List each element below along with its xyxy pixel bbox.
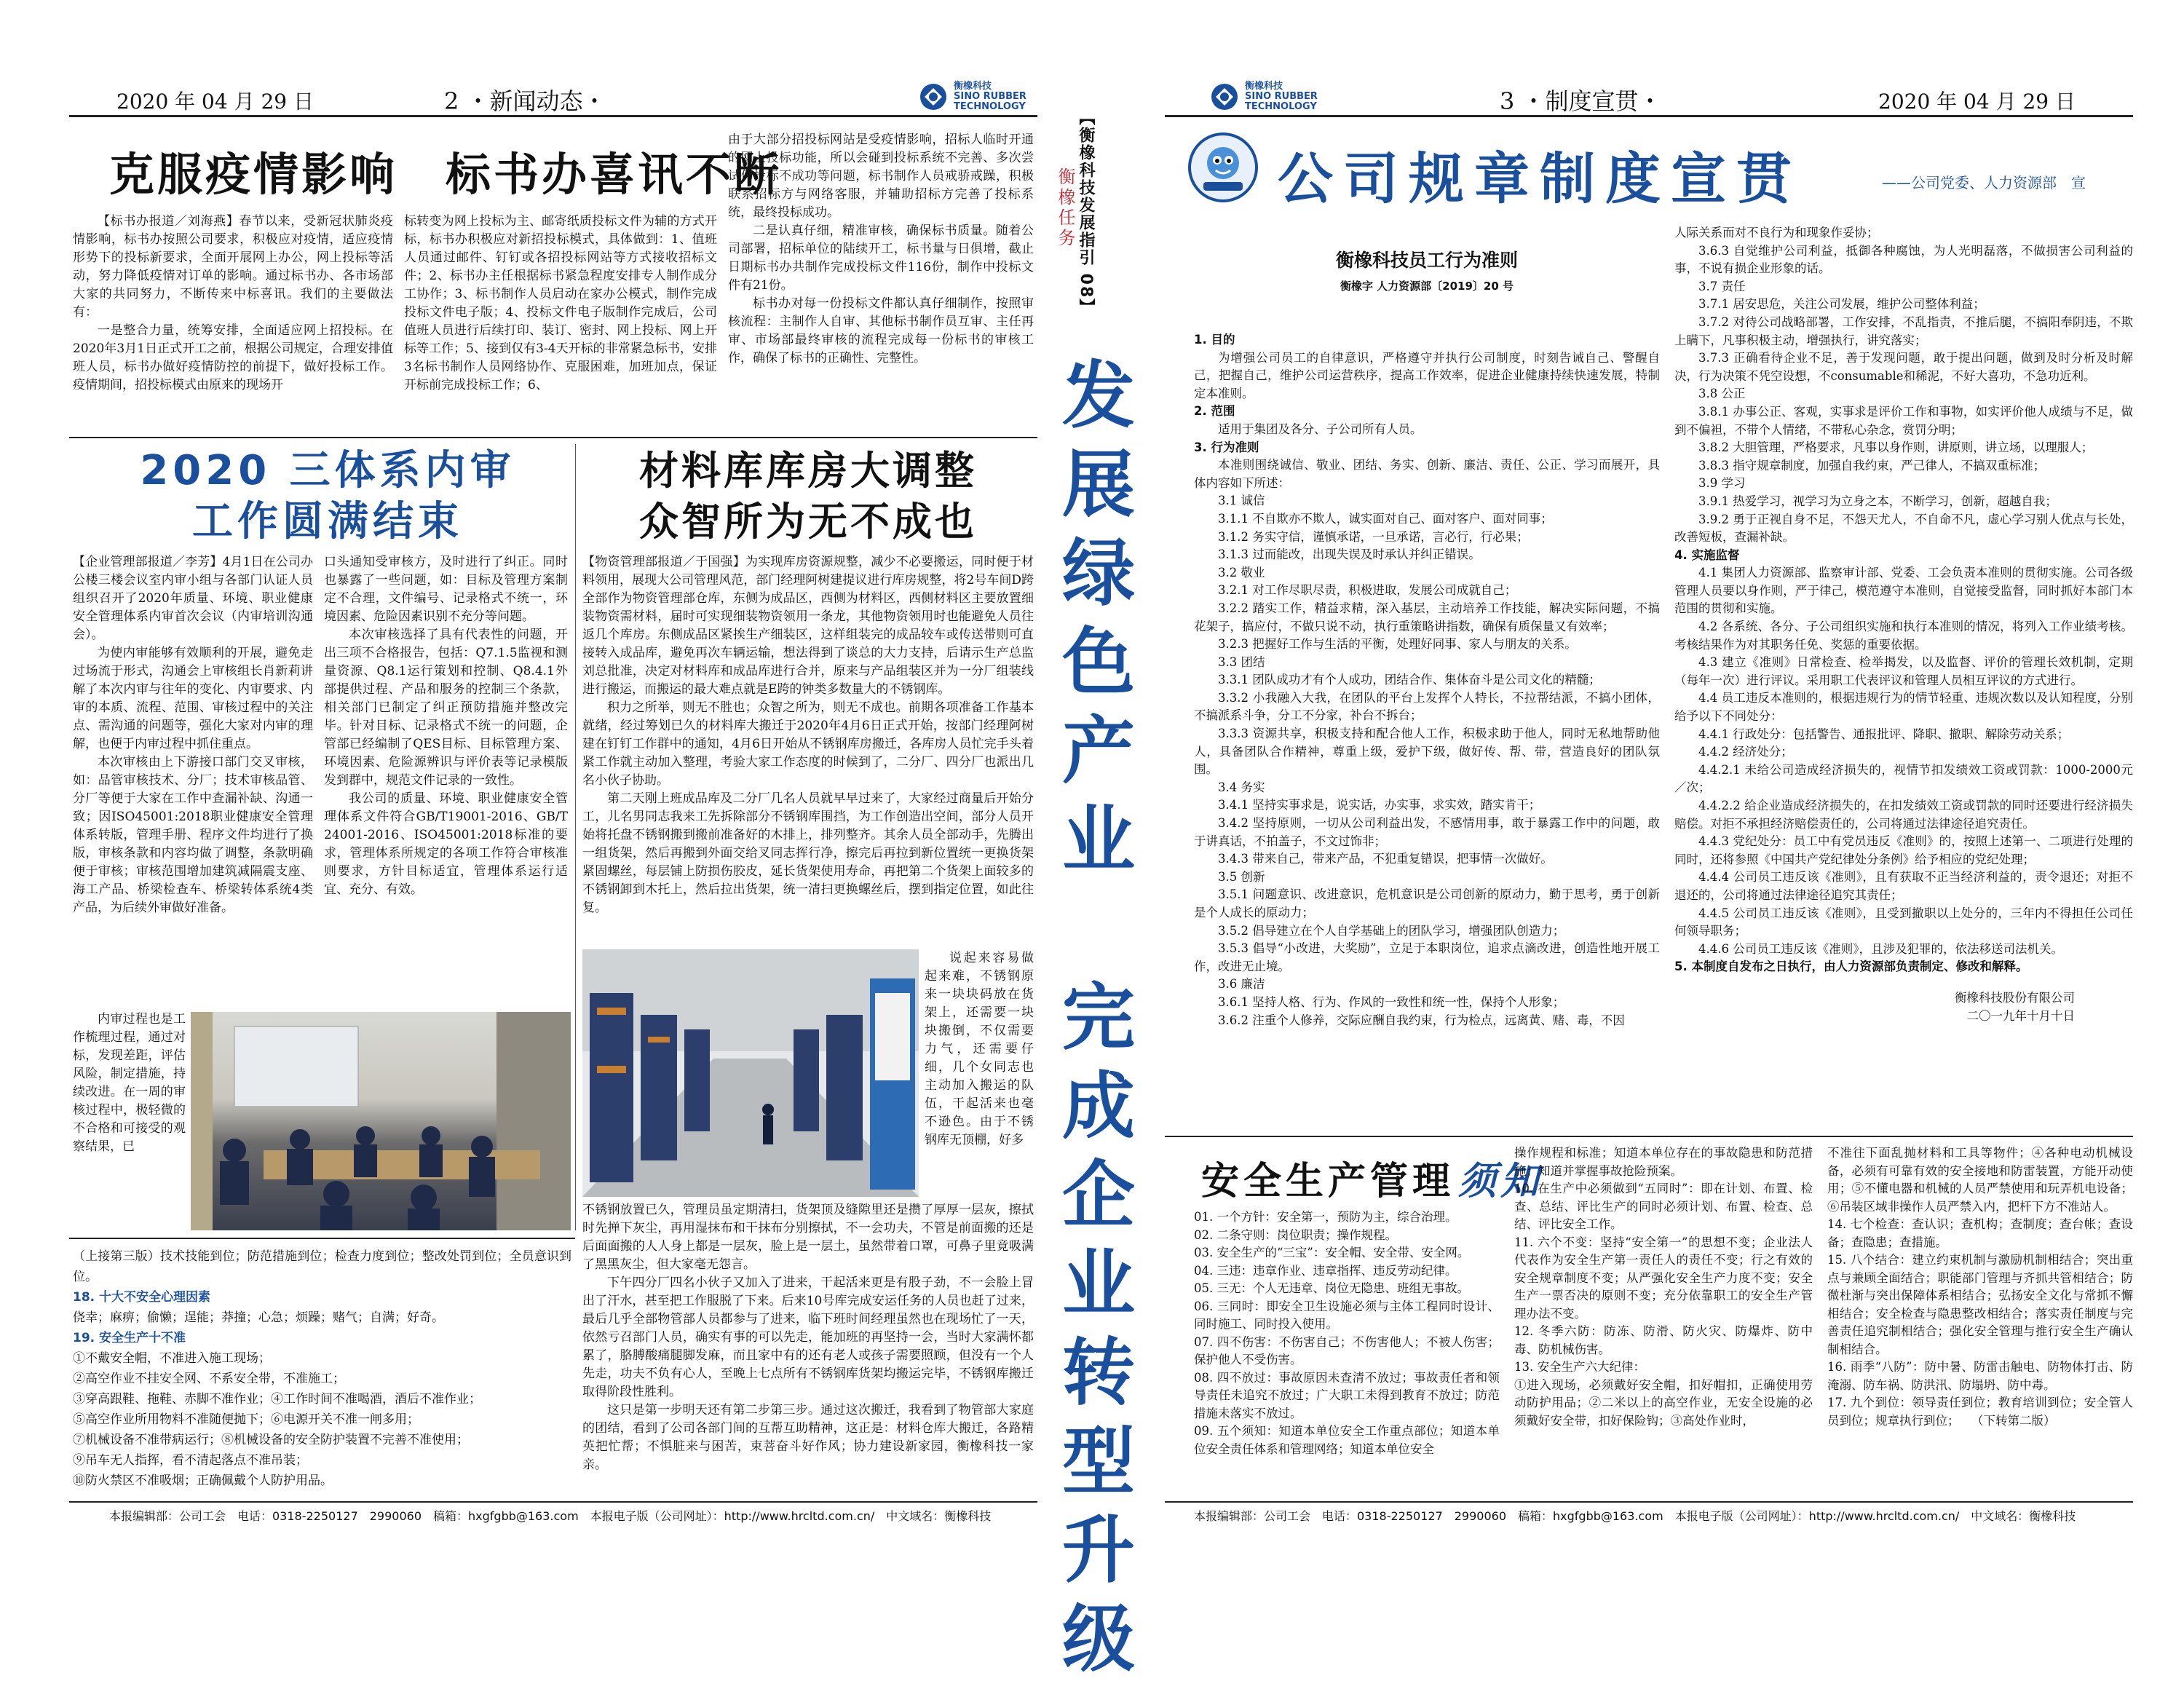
article3-title-line1: 材料库库房大调整 [639,448,977,494]
code-para: 适用于集团及各分、子公司所有人员。 [1218,422,1423,436]
left-column-divider [575,444,576,1230]
safety-item: 10. 在生产中必须做到“五同时”：即在计划、布置、检查、总结、评比生产的同时必须计划、布置、检查、总结、评比安全工作。 [1514,1182,1813,1231]
safety-item: 03. 安全生产的“三宝”：安全帽、安全带、安全网。 [1194,1246,1470,1259]
article3-para: 不锈钢放置已久，管理员虽定期清扫，货架顶及缝隙里还是攒了厚厚一层灰，擦拭时先掸下灰尘，再用湿抹布和干抹布分别擦拭，不一会功夫，不管是前面搬的还是后面面搬的人人身上都是一层灰，脸上是一层土，虽然带着口罩，可鼻子里竟吸满了黑黑灰尘，但大家毫无怨言。 [582,1203,1034,1272]
code-item: 3.8.3 指守规章制度，加强自我约束，严己律人，不搞双重标准； [1698,458,2046,472]
article1-col3 [728,131,1034,431]
code-para: 为增强公司员工的自律意识，严格遵守并执行公司制度，时刻告诫自己、警醒自己，把握自己，维护公司运营秩序，提高工作效率，促进企业健康持续快速发展，特制定本准则。 [1194,350,1660,400]
safety-top-rule [1165,1136,2133,1137]
code-item: 3.9.2 勇于正视自身不足，不怨天尤人，不自命不凡，虚心学习别人优点与长处，改善短板，查漏补缺。 [1674,512,2133,545]
article2-para: 内审过程也是工作梳理过程，通过对标，发现差距，评估风险，制定措施，持续改进。在一周的审核过程中，极轻微的不合格和可接受的观察结果，已 [73,1012,186,1154]
code-heading: 4. 实施监督 [1674,547,1740,562]
safety-item: 12. 冬季六防：防冻、防滑、防火灾、防爆炸、防中毒、防机械伤害。 [1514,1324,1813,1356]
code-item: 3.1.3 过而能改，出现失误及时承认并纠正错误。 [1218,547,1481,562]
safety-title-main: 安全生产管理 [1201,1160,1455,1203]
code-item: 3.7.3 正确看待企业不足，善于发现问题，敢于提出问题，做到及时分析及时解决，行为决策不凭空设想，不consumable和稀泥，不好大喜功，不急功近利。 [1674,351,2133,383]
right-logo-line2: SINO RUBBER [1245,91,1318,102]
code-item: 3.4.1 坚持实事求是，说实话，办实事，求实效，踏实肯干； [1218,798,1541,812]
article2-para: 口头通知受审核方，及时进行了纠正。同时也暴露了一些问题，如：目标及管理方案制定不合理，文件编号、记录格式不统一，环境因素、危险因素识别不充分等问题。 [324,555,568,624]
safety-item: 02. 二条守则：岗位职责；操作规程。 [1194,1227,1397,1242]
right-footer-rule [1165,1501,2133,1503]
safety-item: 13. 安全生产六大纪律： [1514,1360,1645,1374]
right-footer: 本报编辑部：公司工会 电话：0318-2250127 2990060 稿箱：hxgfgbb@163.com 本报电子版（公司网址）：http://www.hrcltd.com.cn/ 中文域名：衡橡科技 [1194,1509,2076,1523]
article3-col1 [582,553,1034,945]
code-item: 4.4.2.2 给企业造成经济损失的，在扣发绩效工资或罚款的同时还要进行经济损失赔偿。对拒不承担经济赔偿责任的，公司将通过法律途径追究责任。 [1674,799,2133,831]
banner-title: 公司规章制度宣贯 [1278,146,1802,211]
safety-item: 09. 五个须知：知道本单位安全工作重点部位；知道本单位安全责任体系和管理网络；知道本单位安全 [1194,1424,1500,1456]
code-title: 衡橡科技员工行为准则 [1335,250,1518,271]
code-heading: 3. 行为准则 [1194,440,1259,454]
right-header-rule [1165,115,2133,117]
safety-col2 [1514,1144,1813,1496]
safety-title [1201,1150,1543,1205]
article2-title [109,446,546,547]
safety-item: 07. 四不伤害：不伤害自己；不伤害他人；不被人伤害；保护他人不受伤害。 [1194,1334,1500,1366]
article2-col1 [73,553,313,1005]
safety-item: 01. 一个方针：安全第一，预防为主，综合治理。 [1194,1210,1457,1224]
code-item: 3.6.2 注重个人修养，交际应酬自我约束，行为检点，远离黄、赌、毒，不因 [1218,1013,1625,1027]
left-date: 2020 年 04 月 29 日 [116,90,314,114]
continued-line: ②高空作业不挂安全网、不系安全带，不准施工； [73,1372,345,1386]
article1-col2 [404,213,717,431]
spine-guide: 【衡橡科技发展指引 08】 [1077,109,1095,317]
continued-line: ③穿高跟鞋、拖鞋、赤脚不准作业；④工作时间不准喝酒，酒后不准作业； [73,1392,481,1407]
article2-title-line2: 工作圆满结束 [192,498,463,545]
code-doc-no: 衡橡字 人力资源部〔2019〕20 号 [1340,280,1514,293]
article3-para: 说起来容易做起来难，不锈钢原来一块块码放在货架上，还需要一块块搬倒，不仅需要力气，还需要仔细，几个女同志也主动加入搬运的队伍，干起活来也毫不逊色。由于不锈钢库无顶棚，好多 [925,951,1034,1147]
article2-para: 【企业管理部报道／李芳】4月1日在公司办公楼三楼会议室内审小组与各部门认证人员组织召开了2020年质量、环境、职业健康安全管理体系内审首次会议（内审培训沟通会）。 [73,555,313,642]
code-item: 3.5.2 倡导建立在个人自学基础上的团队学习，增强团队创造力； [1218,923,1565,938]
left-logo-line2: SINO RUBBER [954,91,1026,102]
code-item: 3.1.2 务实守信，谨慎承诺，一旦承诺，言必行，行必果； [1218,529,1529,544]
article1-para: 标书办对每一份投标文件都认真仔细制作，按照审核流程：主制作人自审、其他标书制作员互审、主任再审、市场部最终审核的流程完成每一份标书的审核工作，确保了标书的正确性、完整性。 [728,296,1034,365]
article1-para: 二是认真仔细，精准审核，确保标书质量。随着公司部署，招标单位的陆续开工，标书量与日俱增，截止日期标书办共制作完成投标文件116份，制作中投标文件有21份。 [728,224,1034,293]
code-item: 3.4.2 坚持原则，一切从公司利益出发，不感情用事，敢于暴露工作中的问题，敢于讲真话，不拍盖子，不文过饰非； [1194,816,1660,848]
code-item: 3.7.2 对待公司战略部署，工作安排，不乱指责，不推后腿，不搞阳奉阴违，不欺上瞒下，凡事积极主动，增强执行，讲究落实； [1674,315,2133,347]
code-item: 3.3.1 团队成功才有个人成功，团结合作、集体奋斗是公司文化的精髓； [1218,673,1601,687]
article3-para: 积力之所举，则无不胜也；众智之所为，则无不成也。前期各项准备工作基本就绪，经过筹划已久的材料库大搬迁于2020年4月6日正式开始，按部门经理阿树建在钉钉工作群中的通知，4月6日开始从不锈钢库房搬迁，各库房人员忙完手头着紧工作就主动加入整理，考验大家工作态度的时候到了，二分厂、四分厂也派出几名小伙子协助。 [582,700,1034,788]
article2-para: 本次审核选择了具有代表性的问题，开出三项不合格报告，包括：Q7.1.5监视和测量资源、Q8.1运行策划和控制、Q8.4.1外部提供过程、产品和服务的控制三个条款，相关部门已制定了纠正预防措施并整改完毕。针对目标、记录格式不统一的问题，企管部已经编制了QES目标、目标管理方案、环境因素、危险源辨识与评价表等记录模版发到群中，规范文件记录的一致性。 [324,628,568,788]
meeting-photo [191,1012,571,1230]
warehouse-photo [582,949,919,1197]
banner-byline: ——公司党委、人力资源部 宣 [1882,174,2086,191]
left-footer: 本报编辑部：公司工会 电话：0318-2250127 2990060 稿箱：hxgfgbb@163.com 本报电子版（公司网址）：http://www.hrcltd.com.cn/ 中文域名：衡橡科技 [109,1509,992,1523]
article1-bottom-rule [69,437,1037,438]
code-item: 4.4.1 行政处分：包括警告、通报批评、降职、撤职、解除劳动关系； [1698,727,2070,741]
code-signature-company: 衡橡科技股份有限公司 [1955,990,2075,1005]
code-item: 4.4.2 经济处分； [1698,745,1793,759]
article3-para: 【物资管理部报道／于国强】为实现库房资源规整，减少不必要搬运，同时便于材料领用，展现大公司管理风范，部门经理阿树建提议进行库房规整，将2号车间D跨全部作为物资管理部仓库，东侧为成品区，西侧为材料区，西侧材料区主要放置细装物资需材料，届时可实现细装物资领用一条龙，其他物资领用时也能避免人员往返几个库房。东侧成品区紧挨生产细装区，这样组装完的成品较车或传送带则可直接转入成品库，避免再次车辆运输，想法得到了谈总的大力支持，后请示生产总监刘总批准，决定对材料库和成品库进行合并，原来与产品组装区并为一分厂组装线进行搬运，而搬运的最大难点就是E跨的钟类多数量大的不锈钢库。 [582,555,1034,697]
continued-list [73,1246,571,1494]
left-header-rule [69,115,1037,117]
code-item: 4.2 各系统、各分、子公司组织实施和执行本准则的情况，将列入工作业绩考核。考核结果作为对其职务任免、奖惩的重要依据。 [1674,620,2133,652]
article2-col1-narrow [73,1010,186,1229]
code-item: 3.5 创新 [1218,869,1265,884]
article3-para: 这只是第一步明天还有第二步第三步。通过这次搬迁，我看到了物管部大家庭的团结，看到了公司各部门间的互帮互助精神，这正是：材料仓库大搬迁，各路精英把忙帮；不惧脏来与困苦，束菩奋斗好作风；协力建设新家园，衡橡科技一家亲。 [582,1403,1034,1472]
code-heading: 5. 本制度自发布之日执行，由人力资源部负责制定、修改和解释。 [1674,960,2028,974]
safety-item: 16. 雨季“八防”：防中暑、防雷击触电、防物体打击、防淹溺、防车祸、防洪汛、防塌坍、防中毒。 [1827,1360,2133,1392]
safety-item: 06. 三同时：即安全卫生设施必须与主体工程同时设计、同时施工、同时投入使用。 [1194,1299,1500,1331]
code-signature-date: 二〇一九年十月十日 [1966,1008,2075,1023]
continued-top-rule [69,1238,575,1239]
code-item: 3.7 责任 [1698,279,1746,293]
article1-para: 由于大部分招投标网站是受疫情影响，招标人临时开通的网上投标功能，所以会碰到投标系统不完善、多次尝试仍投标不成功等问题，标书制作人员戒骄戒躁，积极联系招标方与网络客服，并辅助招标方完善了投标系统，最终投标成功。 [728,132,1034,220]
article1-title: 克服疫情影响 标书办喜讯不断 [109,148,783,201]
code-item: 3.4 务实 [1218,780,1265,794]
code-item: 3.7.1 居安思危，关注公司发展，维护公司整体利益； [1698,297,1985,312]
code-item: 3.8 公正 [1698,387,1746,401]
article3-title [582,446,1034,547]
code-item: 3.8.2 大胆管理，严格要求，凡事以身作则，讲原则，讲立场，以理服人； [1698,440,2094,455]
safety-item: 08. 四不放过：事故原因未查清不放过；事故责任者和领导责任未追究不放过；广大职工未得到教育不放过；防范措施未落实不放过。 [1194,1370,1500,1420]
safety-item: 14. 七个检查：查认识；查机构；查制度；查台帐；查设备；查隐患；查措施。 [1827,1217,2133,1249]
safety-item: 17. 九个到位：领导责任到位；教育培训到位；安全管人员到位；规章执行到位； （下转第二版） [1827,1396,2133,1428]
article3-col3 [582,1201,1034,1492]
code-item: 3.2 敬业 [1218,565,1265,580]
code-item: 3.5.1 问题意识、改进意识，危机意识是公司创新的原动力，勤于思考，勇于创新是个人成长的原动力； [1194,887,1660,919]
code-item: 3.2.2 踏实工作，精益求精，深入基层，主动培养工作技能，解决实际问题，不搞花架子，搞应付，不做只说不动，执行重策略讲指数，确保有质保量又有效率； [1194,601,1660,633]
code-item: 4.4.4 公司员工违反该《准则》，且有获取不正当经济利益的，责令退还；对拒不退还的，公司将通过法律途径追究其责任； [1674,870,2133,902]
article2-para: 为使内审能够有效顺利的开展，避免走过场流于形式，沟通会上审核组长肖新莉讲解了本次内审与往年的变化、内审要求、内审的本质、流程、范围、审核过程中的关注点、需沟通的问题等，强化大家对内审的理解，也便于内审过程中抓住重点。 [73,646,313,751]
article2-col2 [324,553,568,1019]
safety-title-emphasis: 须知 [1458,1160,1543,1203]
continued-heading: 19. 安全生产十不准 [73,1331,186,1345]
article1-para: 一是整合力量，统筹安排，全面适应网上招投标。在2020年3月1日正式开工之前，根据公司规定，合理安排值班人员，标书办做好疫情防控的前提下，做好投标工作。疫情期间，招投标模式由原来的现场开 [73,323,393,392]
company-logo-icon [919,82,948,111]
company-logo-icon [1210,82,1239,111]
safety-item: 04. 三违：违章作业、违章指挥、违反劳动纪律。 [1194,1263,1457,1278]
code-item: 3.2.1 对工作尽职尽责，积极进取，发展公司成就自己； [1218,583,1517,598]
article1-para: 标转变为网上投标为主、邮寄纸质投标文件为辅的方式开标，标书办积极应对新招投标模式，具体做到：1、值班人员通过邮件、钉钉或各招投标网站等方式接收招标文件；2、标书办主任根据标书紧急程度安排专人制作成分工协作；3、标书制作人员启动在家办公模式，制作完成投标文件电子版；4、投标文件电子版制作完成后，公司值班人员进行后续打印、装订、密封、网上投标、网上开标等工作；5、接到仅有3-4天开标的非常紧急标书，安排3名标书制作人员网络协作、克服困难，加班加点，保证开标前完成投标工作；6、 [404,214,717,392]
code-item: 3.3.2 小我融入大我，在团队的平台上发挥个人特长，不拉帮结派，不搞小团体，不搞派系斗争，分工不分家，补台不拆台； [1194,690,1660,723]
code-item: 3.9 学习 [1698,476,1746,491]
article1-para: 【标书办报道／刘海燕】春节以来，受新冠状肺炎疫情影响，标书办按照公司要求，积极应对疫情，适应疫情形势下的投标新要求，全面开展网上办公，网上投标等活动，努力降低疫情对订单的影响。通过标书办、各市场部大家的共同努力，不断传来中标喜讯。我们的主要做法有： [73,214,393,320]
continued-line: ⑩防火禁区不准吸烟；正确佩戴个人防护用品。 [73,1474,333,1488]
safety-item: ①进入现场，必须戴好安全帽，扣好帽扣，正确使用劳动防护用品；②二米以上的高空作业，无安全设施的必须戴好安全带，扣好保险钩；③高处作业时， [1514,1377,1813,1428]
code-item: 3.5.3 倡导“小改进，大奖励”，立足于本职岗位，追求点滴改进，创造性地开展工作，改进无止境。 [1194,941,1660,973]
code-heading: 1. 目的 [1194,333,1235,347]
code-item: 4.4.3 党纪处分：员工中有党员违反《准则》的，按照上述第一、二项进行处理的同时，还将参照《中国共产党纪律处分条例》给予相应的党纪处理； [1674,834,2133,866]
left-footer-rule [69,1501,1037,1503]
article2-para: 本次审核由上下游接口部门交叉审核，如：品管审核技术、分厂；技术审核品管、分厂等便于大家在工作中查漏补缺、沟通一致；因ISO45001:2018职业健康安全管理体系转版，管理手册、程序文件均进行了换版，审核条款和内容均做了调整，条款明确便于审核；审核范围增加建筑减隔震支座、海工产品、桥梁检查车、桥梁转体系统4类产品，为后续外审做好准备。 [73,755,313,915]
code-item: 4.1 集团人力资源部、监察审计部、党委、工会负责本准则的贯彻实施。公司各级管理人员要以身作则，严于律己，模范遵守本准则，自觉接受监督，同时抓好本部门本范围的贯彻和实施。 [1674,566,2133,616]
code-item: 3.3.3 资源共享，积极支持和配合他人工作，积极求助于他人，同时无私地帮助他人，具备团队合作精神，尊重上级，爱护下级，做好传、帮、带，营造良好的团队氛围。 [1194,727,1660,777]
continued-line: 侥幸；麻痹；偷懒；逞能；莽撞；心急；烦躁；赌气；自满；好奇。 [73,1310,444,1325]
meeting-photo-illustration [191,1012,571,1230]
safety-item: 15. 八个结合：建立约束机制与激励机制相结合；突出重点与兼顾全面结合；职能部门管理与齐抓共管相结合；防微杜渐与突出保障体系相结合；弘扬安全文化与常抓不懈相结合；安全检查与隐患整改相结合；落实责任制度与完善责任追究制相结合；强化安全管理与推行安全生产确认制相结合。 [1827,1253,2133,1356]
article1-col1 [73,213,393,431]
article3-para: 第二天刚上班成品库及二分厂几名人员就早早过来了，大家经过商量后开始分工，儿名男同志我来工先拆除部分不锈钢库围挡，为工作创造出空间，部分人员开始将托盘不锈钢搬到搬前准备好的木排上，排列整齐。其余人员全部动手，先腾出一组货架，然后再搬到外面交给叉同志挥行净，擦完后再拉到新位置统一更换货架紧固螺丝，每层铺上防损伤胶皮，延长货架使用寿命，再把第二个货架上面较多的不锈钢卸到木托上，然后拉出货架，统一清扫更换螺丝后，摆到指定位置，如此往复。 [582,791,1034,915]
right-logo [1210,82,1318,112]
right-page-label: 3 ・制度宣贯・ [1500,87,1662,115]
left-logo [919,82,1026,112]
article3-col2 [925,949,1034,1197]
code-item: 4.3 建立《准则》日常检查、检举揭发，以及监督、评价的管理长效机制，定期（每年一次）进行评议。采用职工代表评议和管理人员相互评议的方式进行。 [1674,655,2133,687]
article3-para: 下午四分厂四名小伙子又加入了进来，干起活来更是有股子劲，不一会脸上冒出了汗水，甚至把工作服脱了下来。后来10号库完成安运任务的人员也赶了过来，最后几乎全部物管部人员都参与了进来，临下班时间经理虽然也在现场忙了一天，依然亏召部门人员，确实有事的可以先走，能加班的再坚持一会，当时大家满怀都累了，胳膊酸痛腿脚发麻，而且家中有的还有老人或孩子需要照顾，但没有一个人先走，功夫不负有心人，至晚上七点所有不锈钢库货架均搬运完毕，不锈钢库搬迁取得阶段性胜利。 [582,1275,1034,1399]
continued-heading: 18. 十大不安全心理因素 [73,1290,211,1305]
continued-line: ⑦机械设备不准带病运行；⑧机械设备的安全防护装置不完善不准使用； [73,1433,469,1447]
continued-line: ①不戴安全帽，不准进入施工现场； [73,1351,271,1366]
right-date: 2020 年 04 月 29 日 [1878,90,2076,114]
code-para: 人际关系而对不良行为和现象作妥协； [1674,226,1879,240]
code-item: 3.9.1 热爱学习，视学习为立身之本，不断学习，创新，超越自我； [1698,494,2057,508]
right-logo-line3: TECHNOLOGY [1245,101,1317,112]
code-item: 3.4.3 带来自己，带来产品，不犯重复错误，把事情一次做好。 [1218,852,1553,866]
article2-para: 我公司的质量、环境、职业健康安全管理体系文件符合GB/T19001-2016、GB/T 24001-2016、ISO45001:2018标准的要求，管理体系所规定的各项工作符合审核准则要求，方针目标适宜，管理体系运行适宜、充分、有效。 [324,791,568,897]
code-item: 4.4.5 公司员工违反该《准则》，且受到撤职以上处分的，三年内不得担任公司任何领导职务； [1674,906,2133,938]
code-col1 [1194,331,1660,1118]
code-item: 3.2.3 把握好工作与生活的平衡，处理好同事、家人与朋友的关系。 [1218,637,1577,652]
code-para: 本准则围绕诚信、敬业、团结、务实、创新、廉洁、责任、公正、学习而展开，具体内容如下所述： [1194,458,1660,490]
code-heading: 2. 范围 [1194,404,1235,419]
continued-line: ⑨吊车无人指挥，看不清起落点不准吊装； [73,1453,308,1468]
code-item: 3.6 廉洁 [1218,977,1265,992]
code-col2 [1674,224,2133,1127]
safety-item: 11. 六个不变：坚持“安全第一”的思想不变；企业法人代表作为安全生产第一责任人的责任不变；行之有效的安全规章制度不变；从严强化安全生产力度不变；安全生产一票否决的原则不变；充分依靠职工的安全生产管理办法不变。 [1514,1235,1813,1321]
safety-col3 [1827,1144,2133,1496]
code-item: 3.1 诚信 [1218,494,1265,508]
right-logo-line1: 衡橡科技 [1245,81,1283,92]
code-item: 3.6.3 自觉维护公司利益，抵御各种腐蚀，为人光明磊落，不做损害公司利益的事，不说有损企业形象的话。 [1674,243,2133,276]
code-item: 4.4.6 公司员工违反该《准则》，且涉及犯罪的，依法移送司法机关。 [1698,941,2063,956]
code-item: 3.1.1 不自欺亦不欺人，诚实面对自己、面对客户、面对同事； [1218,511,1553,526]
code-item: 4.4 员工违反本准则的，根据违规行为的情节轻重、违规次数以及认知程度，分别给予以下不同处分： [1674,691,2133,724]
code-item: 3.8.1 办事公正、客观，实事求是评价工作和事物，如实评价他人成绩与不足，做到不偏袒，不带个人情绪，不带私心杂念，赏罚分明； [1674,404,2133,437]
article3-title-line2: 众智所为无不成也 [639,499,977,545]
safety-item: 05. 三无：个人无违章、岗位无隐患、班组无事故。 [1194,1281,1469,1295]
safety-item: 不准往下面乱抛材料和工具等物件；④各种电动机械设备，必须有可靠有效的安全接地和防雷装置，方能开动使用；⑤不懂电器和机械的人员严禁使用和玩弄机电设备；⑥吊装区域非操作人员严禁入内，把杆下方不准站人。 [1827,1146,2133,1214]
safety-item: 操作规程和标准；知道本单位存在的事故隐患和防范措施；知道并掌握事故抢险预案。 [1514,1146,1813,1178]
code-item: 3.6.1 坚持人格、行为、作风的一致性和统一性，保持个人形象； [1218,994,1565,1009]
left-logo-line1: 衡橡科技 [954,81,992,92]
continued-line: ⑤高空作业所用物料不准随便抛下；⑥电源开关不准一闸多用； [73,1412,419,1427]
continued-line: （上接第三版）技术技能到位；防范措施到位；检查力度到位；整改处罚到位；全员意识到位。 [73,1249,571,1284]
mascot-badge-icon [1183,131,1263,204]
spine-slogan: 发展绿色产业 完成企业转型升级 [1050,357,1135,1689]
left-page-label: 2 ・新闻动态・ [444,87,606,115]
safety-col1 [1194,1209,1500,1496]
code-item: 4.4.2.1 未给公司造成经济损失的，视情节扣发绩效工资或罚款：1000-2000元／次； [1674,762,2133,795]
left-logo-line3: TECHNOLOGY [954,101,1026,112]
spine-task: 衡橡任务 [1055,167,1075,249]
article2-title-line1: 2020 三体系内审 [140,447,515,494]
code-item: 3.3 团结 [1218,654,1265,669]
warehouse-photo-illustration [582,949,919,1197]
